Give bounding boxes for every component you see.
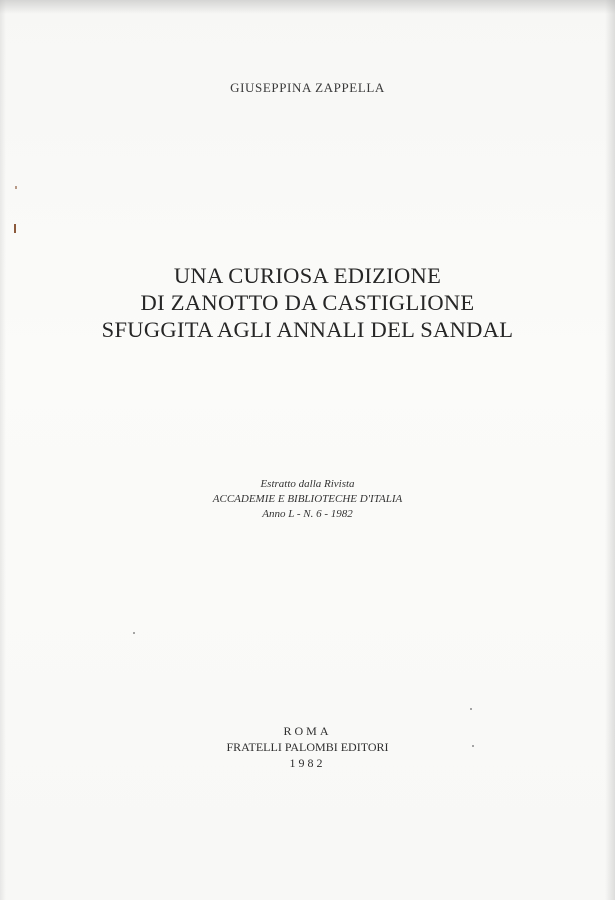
imprint-city: ROMA [283, 724, 332, 738]
paper-speck [133, 632, 135, 634]
issue-info: Anno L - N. 6 - 1982 [262, 508, 353, 520]
journal-name: ACCADEMIE E BIBLIOTECHE D'ITALIA [212, 493, 403, 505]
extract-intro: Estratto dalla Rivista [260, 478, 355, 490]
imprint-year: 1982 [289, 756, 326, 770]
title-line: DI ZANOTTO DA CASTIGLIONE [140, 290, 475, 315]
imprint [0, 723, 615, 771]
paper-stain-mark [15, 186, 17, 189]
paper-speck [470, 708, 472, 710]
title-line: SFUGGITA AGLI ANNALI DEL SANDAL [101, 317, 514, 342]
extract-note [0, 477, 615, 522]
scan-top-shadow [0, 0, 615, 14]
title-line: UNA CURIOSA EDIZIONE [173, 263, 442, 288]
author-name: GIUSEPPINA ZAPPELLA [230, 80, 385, 95]
document-title [0, 262, 615, 343]
paper-stain-mark [14, 224, 16, 233]
imprint-publisher: FRATELLI PALOMBI EDITORI [226, 740, 389, 754]
